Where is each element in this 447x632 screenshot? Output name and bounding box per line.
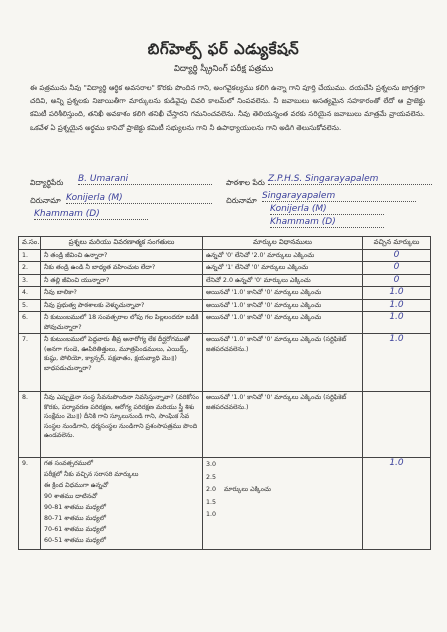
list-item: 80-71 శాతము మధ్యలో bbox=[44, 514, 107, 522]
grade-value: 2.0 bbox=[206, 486, 217, 493]
grade-criteria-text: మార్కులు ఎక్కించు bbox=[224, 486, 271, 493]
row-criteria: ఉన్నచో '1' లేనిచో '0' మార్కులు ఎక్కించు bbox=[203, 262, 363, 275]
grade-value: 1.5 bbox=[206, 498, 217, 506]
row-question: నీకు తండ్రి ఉండి నీ బాధ్యత వహించుట లేదా? bbox=[41, 262, 203, 275]
row-number: 2. bbox=[19, 262, 41, 275]
table-row bbox=[19, 287, 431, 300]
grade-value: 2.5 bbox=[206, 473, 217, 481]
row-marks-field[interactable] bbox=[363, 392, 431, 458]
school-name-label: పాఠశాల పేరు bbox=[226, 178, 265, 187]
row-question: నీ తండ్రి జీవించి ఉన్నారా? bbox=[41, 249, 203, 262]
header-marks: వచ్చిన మార్కులు bbox=[363, 237, 431, 250]
row-number: 9. bbox=[19, 458, 41, 550]
school-address-line1-field[interactable]: Singarayapalem bbox=[262, 191, 416, 202]
row-criteria: అయినచో '1.0' కానిచో '0' మార్కులు ఎక్కించు (సర్టిఫికెట్ జతపరచవలెను.) bbox=[203, 334, 363, 392]
page-title: బిగ్‌హెల్ప్ ఫర్ ఎడ్యుకేషన్ bbox=[147, 40, 300, 58]
table-row bbox=[19, 249, 431, 262]
row-marks-field[interactable]: 0 bbox=[363, 274, 431, 287]
table-row bbox=[19, 262, 431, 275]
list-item: 60-51 శాతము మధ్యలో bbox=[44, 536, 107, 544]
table-header-row bbox=[19, 237, 431, 250]
row-criteria: అయినచో '1.0' కానిచో '0' మార్కులు ఎక్కించు bbox=[203, 299, 363, 312]
row-question: నీ తల్లి జీవించి యున్నారా? bbox=[41, 274, 203, 287]
list-item: ఈ క్రింద విధముగా ఉన్నచో bbox=[44, 481, 109, 489]
list-item: పరీక్షలో నీకు వచ్చిన సరాసరి మార్కులు bbox=[44, 470, 139, 478]
school-address-line2-field[interactable]: Konijerla (M) bbox=[270, 204, 384, 215]
header-question: ప్రశ్నలు మరియు వివరణాత్మక సంగతులు bbox=[41, 237, 203, 250]
address-label: చిరునామా bbox=[30, 196, 61, 205]
row-criteria: ఉన్నచో '0' లేనిచో '2.0' మార్కులు ఎక్కించు bbox=[203, 249, 363, 262]
row-marks-field[interactable]: 0 bbox=[363, 249, 431, 262]
row-marks-field[interactable]: 1.0 bbox=[363, 458, 431, 550]
school-address-line3-field[interactable]: Khammam (D) bbox=[270, 217, 384, 228]
school-address-label: చిరునామా bbox=[226, 196, 257, 205]
student-name-label: విద్యార్థిపేరు bbox=[30, 178, 64, 187]
list-item: 90-81 శాతము మధ్యలో bbox=[44, 503, 107, 511]
row-criteria bbox=[203, 458, 363, 550]
row-marks-field[interactable]: 1.0 bbox=[363, 334, 431, 392]
grade-value: 1.0 bbox=[206, 511, 217, 518]
table-row bbox=[19, 458, 431, 550]
row-question: నీవు ఎప్పుడైనా సంస్థ సేవనుపొందినా నివసిస్తున్నావా? (వరికోసం కొరకు, పర్యావరణ పరిరక్షణ, ఆరోగ్య పరిరక్షణ మరియు స్త్రీ శిశు సంక్షేమం మొ॥) దీనికి గాని స్కూలునుండి గాని, సాంఘిక సేవ సంస్థల నుండిగాని, ధర్మసంస్థల నుండిగాని ప్రశంసాపత్రము పొంది ఉండవలెను. bbox=[41, 392, 203, 458]
address-line1-field[interactable]: Konijerla (M) bbox=[66, 193, 212, 204]
row-number: 4. bbox=[19, 287, 41, 300]
row-marks-field[interactable]: 1.0 bbox=[363, 312, 431, 334]
row-question: నీ కుటుంబములో 18 సంవత్సరాల లోపు గల పిల్లలందరూ బడికి పోవుచున్నారా? bbox=[41, 312, 203, 334]
page-subtitle: విద్యార్థి స్క్రీనింగ్ పరీక్ష పత్రము bbox=[173, 64, 274, 74]
header-serial: వ.సం. bbox=[19, 237, 41, 250]
row-question bbox=[41, 458, 203, 550]
row-number: 3. bbox=[19, 274, 41, 287]
table-row bbox=[19, 312, 431, 334]
table-row bbox=[19, 274, 431, 287]
table-row bbox=[19, 299, 431, 312]
row-marks-field[interactable]: 1.0 bbox=[363, 299, 431, 312]
row-marks-field[interactable]: 1.0 bbox=[363, 287, 431, 300]
row-criteria: అయినచో '1.0' కానిచో '0' మార్కులు ఎక్కించు bbox=[203, 287, 363, 300]
row-question: నీవు ప్రభుత్వ పాఠశాలకు వెళ్ళుచున్నావా? bbox=[41, 299, 203, 312]
list-item: 90 శాతము దాటినచో bbox=[44, 492, 98, 500]
table-row bbox=[19, 334, 431, 392]
row-number: 7. bbox=[19, 334, 41, 392]
grade-values bbox=[206, 459, 224, 522]
row-number: 6. bbox=[19, 312, 41, 334]
screening-table bbox=[18, 236, 431, 550]
row-question-title: గత సంవత్సరములో bbox=[44, 460, 94, 467]
grade-ranges-list bbox=[44, 469, 199, 546]
address-line2-field[interactable]: Khammam (D) bbox=[34, 209, 148, 220]
school-name-field[interactable]: Z.P.H.S. Singarayapalem bbox=[268, 174, 432, 185]
row-number: 5. bbox=[19, 299, 41, 312]
row-criteria: అయినచో '1.0' కానిచో '0' మార్కులు ఎక్కించు (సర్టిఫికెట్ జతపరచవలెను.) bbox=[203, 392, 363, 458]
table-row bbox=[19, 392, 431, 458]
row-question: నీ కుటుంబములో పెద్దవారు తీవ్ర అనారోగ్య లేక దీర్ఘరోగముతో (అనగా గుండె, ఊపిరితిత్తులు, మూత్రపిండములు, ఎయిడ్స్, కుష్ఠు, పోలియో, క్యాన్సర్, పక్షవాతం, క్షయవ్యాధి మొ॥) బాధపడుచున్నారా? bbox=[41, 334, 203, 392]
list-item: 70-61 శాతము మధ్యలో bbox=[44, 525, 107, 533]
row-number: 1. bbox=[19, 249, 41, 262]
row-marks-field[interactable]: 0 bbox=[363, 262, 431, 275]
instructions-paragraph: ఈ పత్రమును నీవు "విద్యార్థి ఆర్థిక అవసరాల" కొరకు పొందిన గాని, అంగవైకల్యము కలిగి ఉన్నా గాని పూర్తి చేయుము. దయచేసి ప్రశ్నలను జాగ్రత్తగా చదివి, అన్ని ప్రశ్నలకు నిజాయితీగా మార్కులను కుడివైపు చివరి కాలమ్‌లో నింపవలెను. నీ జవాబులు అసత్యమైన సహకారంతో లేదో ఆ ప్రాజెక్టు కమిటీ పరిశీలిస్తుంది, తనిఖీ అవకాశం కలిగి తనిఖీ చేస్తారని గమనించవలెను. నీవు తెలియన్నంత వరకు సరియైన జవాబులు మాత్రమే వ్రాయవలెను. ఒకవేళ ఏ ప్రశ్నయైన అర్థము కానిచో ప్రాజెక్టు కమిటీ సభ్యులను గాని నీ ఉపాధ్యాయులను గాని అడిగి తెలుసుకోవలెను. bbox=[30, 84, 425, 132]
row-criteria: అయినచో '1.0' కానిచో '0' మార్కులు ఎక్కించు bbox=[203, 312, 363, 334]
row-number: 8. bbox=[19, 392, 41, 458]
grade-value: 3.0 bbox=[206, 461, 217, 468]
student-name-field[interactable]: B. Umarani bbox=[78, 174, 212, 185]
header-criteria: మార్కుల విధానములు bbox=[203, 237, 363, 250]
row-question: నీవు బాలికా? bbox=[41, 287, 203, 300]
row-criteria: లేనిచో 2.0 ఉన్నచో '0' మార్కులు ఎక్కించు bbox=[203, 274, 363, 287]
